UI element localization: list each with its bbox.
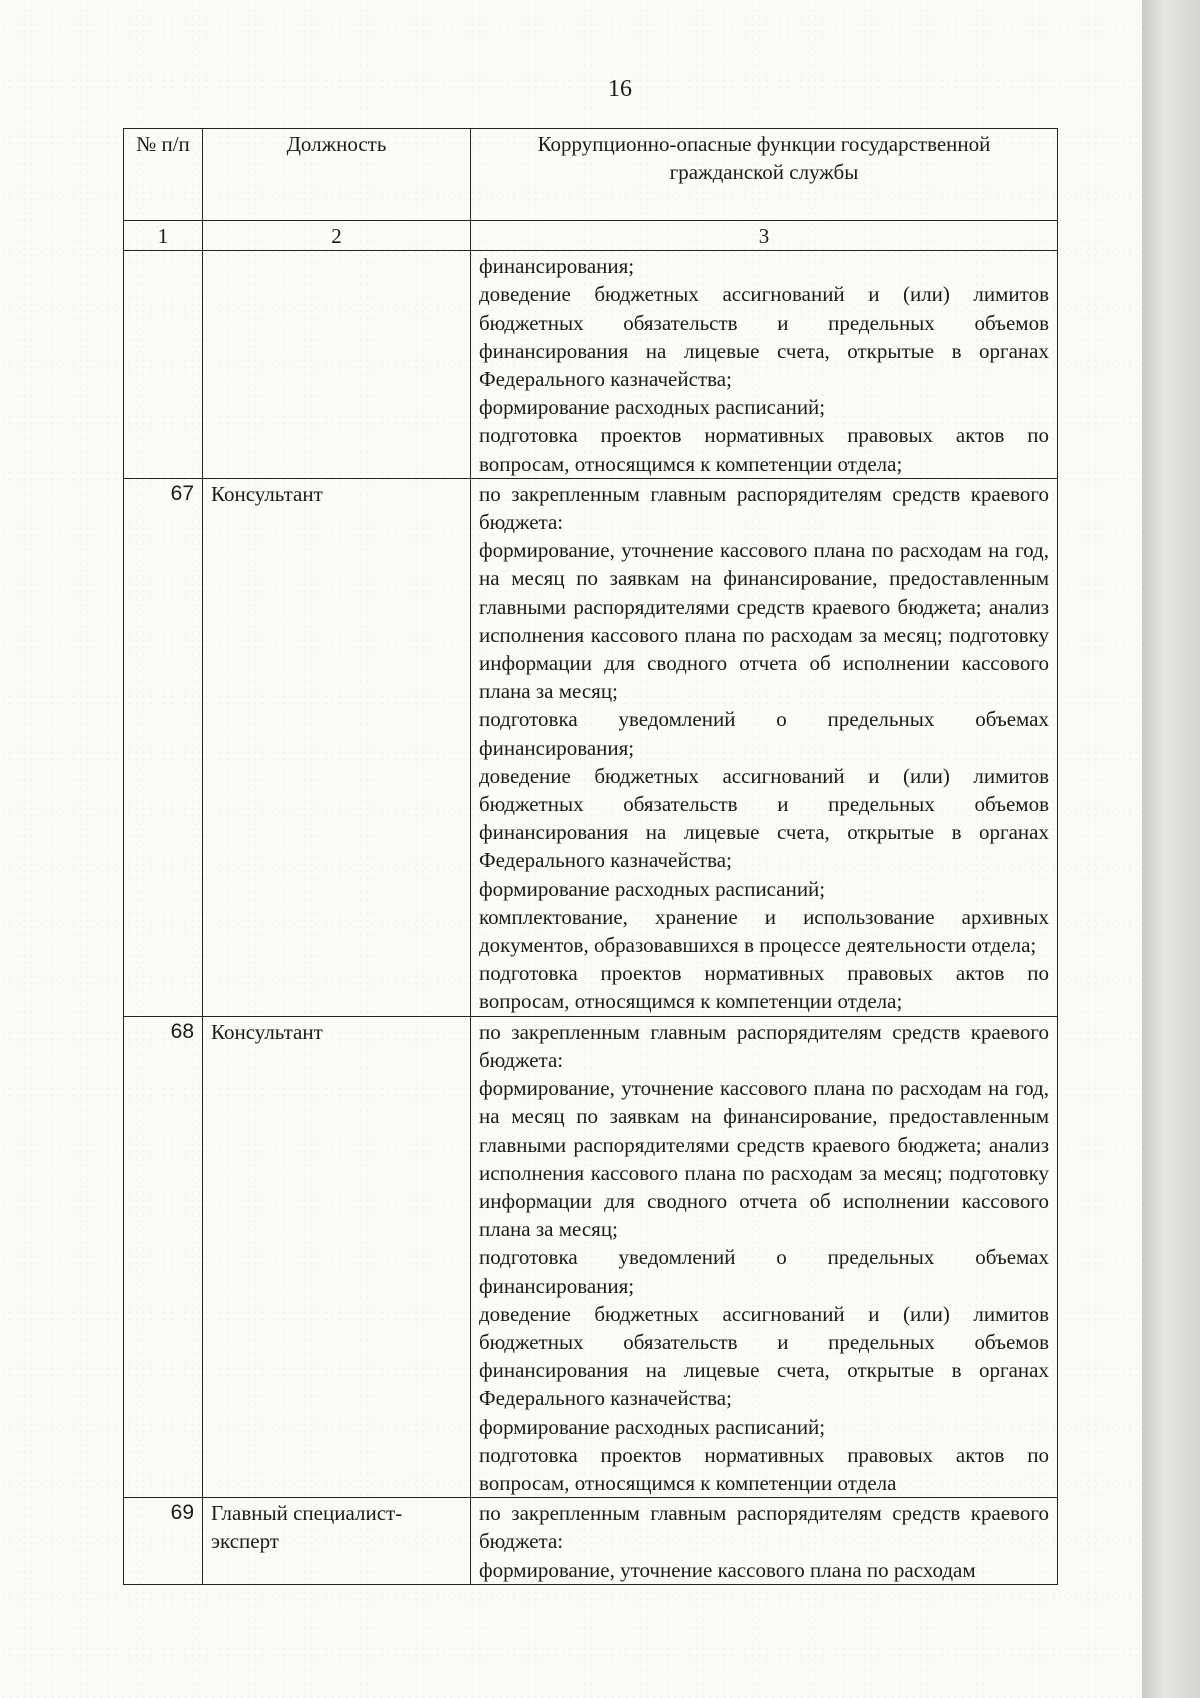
function-item: по закрепленным главным распорядителям средств краевого бюджета: [479, 481, 1049, 535]
row-number: 69 [124, 1498, 203, 1585]
function-item: подготовка проектов нормативных правовых актов по вопросам, относящимся к компетенции отдела; [479, 961, 1049, 1014]
row-functions [471, 1016, 1058, 1497]
table-header-row [124, 129, 1058, 221]
row-position: Главный специалист-эксперт [203, 1498, 471, 1585]
row-functions [471, 1498, 1058, 1585]
row-position: Консультант [203, 1016, 471, 1497]
scan-edge-shadow [1142, 0, 1200, 1698]
function-item: подготовка проектов нормативных правовых актов по вопросам, относящимся к компетенции отдела; [479, 423, 1049, 476]
row-position: Консультант [203, 478, 471, 1016]
function-item: по закрепленным главным распорядителям средств краевого бюджета: [479, 1019, 1049, 1072]
function-item: формирование, уточнение кассового плана по расходам [479, 1557, 976, 1582]
header-position: Должность [203, 129, 471, 221]
column-number-1: 1 [124, 221, 203, 251]
function-item: формирование, уточнение кассового плана по расходам на год, на месяц по заявкам на финансирование, предоставленным главными распорядителями средств краевого бюджета; анализ исполнения кассового плана по расходам за месяц; подготовку информации для сводного отчета об исполнении кассового плана за месяц; [479, 538, 1049, 704]
function-item: подготовка проектов нормативных правовых актов по вопросам, относящимся к компетенции отдела [479, 1442, 1049, 1495]
function-item: по закрепленным главным распорядителям средств краевого бюджета: [479, 1501, 1049, 1554]
row-number [124, 251, 203, 479]
column-number-2: 2 [203, 221, 471, 251]
header-number: № п/п [124, 129, 203, 221]
table-row [124, 1016, 1058, 1497]
table-row [124, 478, 1058, 1016]
row-position [203, 251, 471, 479]
function-item: доведение бюджетных ассигнований и (или) лимитов бюджетных обязательств и предельных объемов финансирования на лицевые счета, открытые в органах Федерального казначейства; [479, 763, 1049, 873]
function-item: комплектование, хранение и использование архивных документов, образовавшихся в процессе деятельности отдела; [479, 904, 1049, 958]
column-number-row [124, 221, 1058, 251]
function-item: формирование расходных расписаний; [479, 876, 826, 901]
row-number: 67 [124, 478, 203, 1016]
column-number-3: 3 [471, 221, 1058, 251]
header-functions: Коррупционно-опасные функции государственной гражданской службы [471, 129, 1058, 221]
function-item: формирование расходных расписаний; [479, 395, 826, 420]
row-functions [471, 251, 1058, 479]
functions-table [123, 128, 1058, 1585]
row-functions [471, 478, 1058, 1016]
function-item: доведение бюджетных ассигнований и (или) лимитов бюджетных обязательств и предельных объемов финансирования на лицевые счета, открытые в органах Федерального казначейства; [479, 282, 1049, 392]
function-item: формирование расходных расписаний; [479, 1414, 826, 1439]
function-item: подготовка уведомлений о предельных объемах финансирования; [479, 707, 1049, 760]
table-row [124, 251, 1058, 479]
function-item: формирование, уточнение кассового плана по расходам на год, на месяц по заявкам на финансирование, предоставленным главными распорядителями средств краевого бюджета; анализ исполнения кассового плана по расходам за месяц; подготовку информации для сводного отчета об исполнении кассового плана за месяц; [479, 1076, 1049, 1242]
function-item: подготовка уведомлений о предельных объемах финансирования; [479, 1245, 1049, 1298]
table-row [124, 1498, 1058, 1585]
page-number: 16 [608, 76, 632, 102]
row-number: 68 [124, 1016, 203, 1497]
function-item: доведение бюджетных ассигнований и (или) лимитов бюджетных обязательств и предельных объемов финансирования на лицевые счета, открытые в органах Федерального казначейства; [479, 1301, 1049, 1411]
function-item: финансирования; [479, 254, 635, 279]
